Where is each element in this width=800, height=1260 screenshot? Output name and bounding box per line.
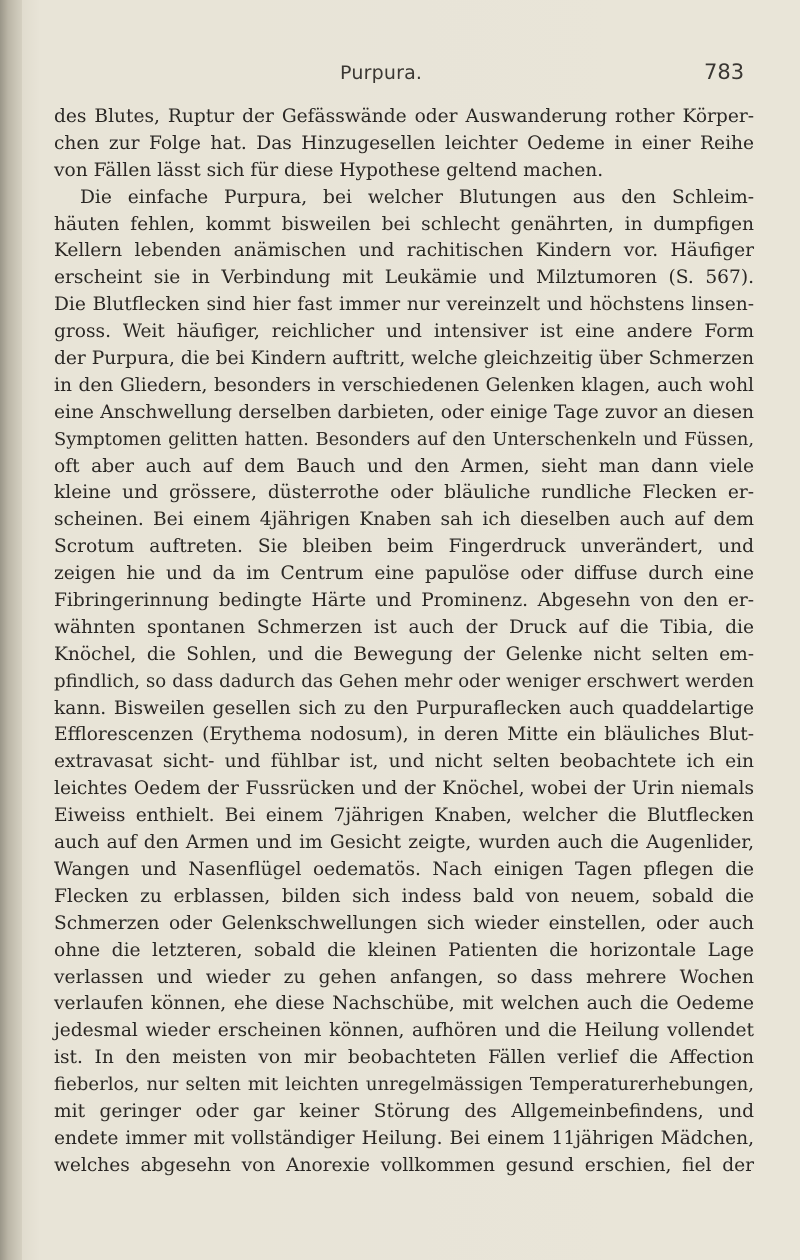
text-line: Knöchel, die Sohlen, und die Bewegung der Gelenke nicht selten em- — [54, 643, 754, 665]
text-line: von Fällen lässt sich für diese Hypothese geltend machen. — [54, 159, 604, 181]
text-line: Die Blutflecken sind hier fast immer nur vereinzelt und höchstens linsen- — [54, 294, 754, 316]
text-line: verlaufen können, ehe diese Nachschübe, mit welchen auch die Oedeme — [54, 993, 754, 1015]
book-binding-edge — [0, 0, 22, 1260]
text-line: wähnten spontanen Schmerzen ist auch der Druck auf die Tibia, die — [54, 616, 754, 638]
page-number: 783 — [704, 60, 745, 84]
text-line: scheinen. Bei einem 4jährigen Knaben sah ich dieselben auch auf dem — [54, 509, 754, 531]
text-line: extravasat sicht- und fühlbar ist, und nicht selten beobachtete ich ein — [54, 751, 754, 773]
text-line: Scrotum auftreten. Sie bleiben beim Fingerdruck unverändert, und — [54, 536, 754, 558]
text-line: erscheint sie in Verbindung mit Leukämie und Milztumoren (S. 567). — [54, 267, 754, 289]
text-line: Flecken zu erblassen, bilden sich indess bald von neuem, sobald die — [54, 885, 754, 907]
text-line: in den Gliedern, besonders in verschiedenen Gelenken klagen, auch wohl — [54, 374, 754, 396]
text-line: auch auf den Armen und im Gesicht zeigte, wurden auch die Augenlider, — [54, 832, 754, 854]
text-line: Wangen und Nasenflügel oedematös. Nach einigen Tagen pflegen die — [54, 858, 754, 880]
text-line: Eiweiss enthielt. Bei einem 7jährigen Knaben, welcher die Blutflecken — [54, 805, 754, 827]
text-line: häuten fehlen, kommt bisweilen bei schlecht genährten, in dumpfigen — [54, 213, 754, 235]
body-text — [54, 104, 754, 1180]
text-line: Fibringerinnung bedingte Härte und Prominenz. Abgesehn von den er- — [54, 590, 754, 612]
text-line: Die einfache Purpura, bei welcher Blutungen aus den Schleim- — [80, 186, 754, 208]
text-line: endete immer mit vollständiger Heilung. Bei einem 11jährigen Mädchen, — [54, 1127, 754, 1149]
text-line: fieberlos, nur selten mit leichten unregelmässigen Temperaturerhebungen, — [54, 1074, 754, 1096]
text-line: Schmerzen oder Gelenkschwellungen sich wieder einstellen, oder auch — [54, 912, 754, 934]
text-line: verlassen und wieder zu gehen anfangen, so dass mehrere Wochen — [54, 966, 754, 988]
text-line: kann. Bisweilen gesellen sich zu den Purpuraflecken auch quaddelartige — [54, 697, 754, 719]
text-line: chen zur Folge hat. Das Hinzugesellen leichter Oedeme in einer Reihe — [54, 132, 754, 154]
text-line: eine Anschwellung derselben darbieten, oder einige Tage zuvor an diesen — [54, 401, 754, 423]
text-line: Efflorescenzen (Erythema nodosum), in deren Mitte ein bläuliches Blut- — [54, 724, 754, 746]
text-line: jedesmal wieder erscheinen können, aufhören und die Heilung vollendet — [54, 1020, 754, 1042]
text-line: leichtes Oedem der Fussrücken und der Knöchel, wobei der Urin niemals — [54, 778, 754, 800]
running-title: Purpura. — [340, 62, 423, 84]
text-line: mit geringer oder gar keiner Störung des Allgemeinbefindens, und — [54, 1100, 754, 1122]
text-line: Kellern lebenden anämischen und rachitischen Kindern vor. Häufiger — [54, 240, 754, 262]
text-line: des Blutes, Ruptur der Gefässwände oder Auswanderung rother Körper- — [54, 106, 754, 127]
text-line: kleine und grössere, düsterrothe oder bläuliche rundliche Flecken er- — [54, 482, 754, 504]
text-line: welches abgesehn von Anorexie vollkommen gesund erschien, fiel der — [54, 1154, 754, 1176]
text-line: pfindlich, so dass dadurch das Gehen mehr oder weniger erschwert werden — [54, 670, 754, 692]
text-line: zeigen hie und da im Centrum eine papulöse oder diffuse durch eine — [54, 563, 754, 585]
text-line: ist. In den meisten von mir beobachteten Fällen verlief die Affection — [54, 1047, 754, 1069]
page-header — [0, 62, 800, 92]
text-line: ohne die letzteren, sobald die kleinen Patienten die horizontale Lage — [54, 939, 754, 961]
text-line: oft aber auch auf dem Bauch und den Armen, sieht man dann viele — [54, 455, 754, 477]
text-line: der Purpura, die bei Kindern auftritt, welche gleichzeitig über Schmerzen — [54, 348, 754, 370]
text-line: Symptomen gelitten hatten. Besonders auf den Unterschenkeln und Füssen, — [54, 428, 754, 450]
text-line: gross. Weit häufiger, reichlicher und intensiver ist eine andere Form — [54, 321, 754, 343]
